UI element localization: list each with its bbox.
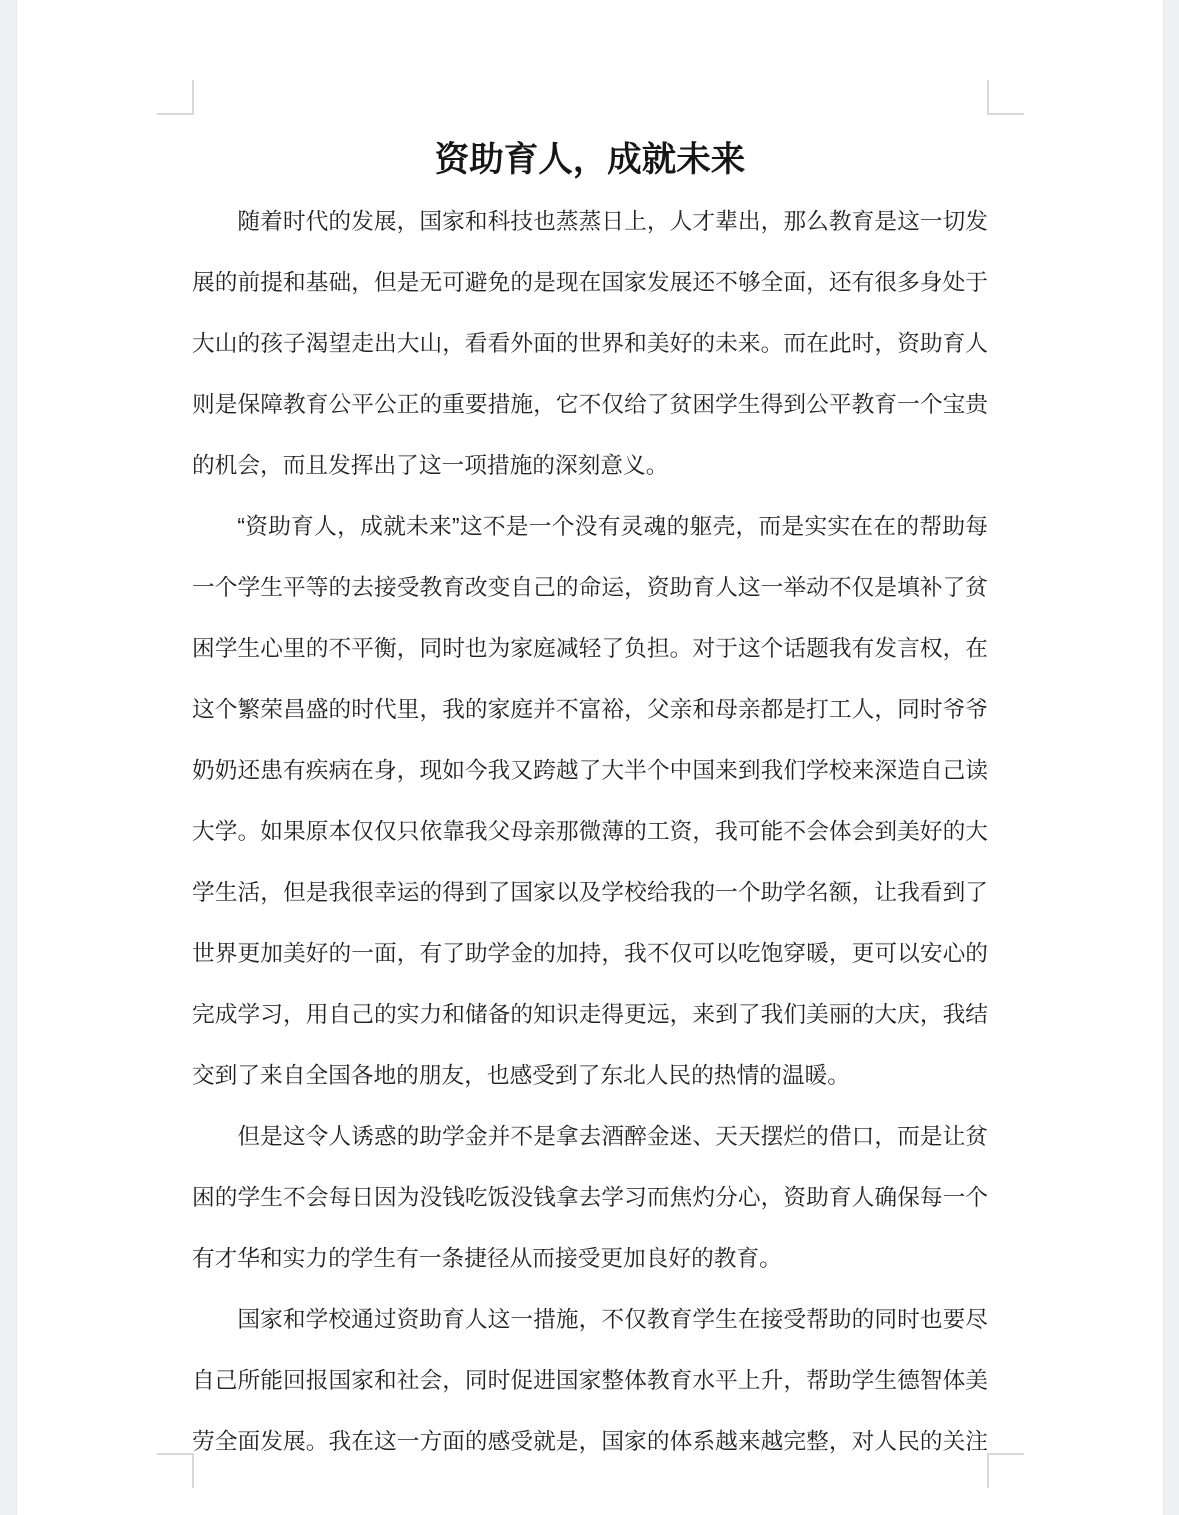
text-line: 随着时代的发展，国家和科技也蒸蒸日上，人才辈出，那么教育是这一切发: [237, 208, 988, 234]
text-line: 有才华和实力的学生有一条捷径从而接受更加良好的教育。: [192, 1245, 782, 1271]
text-line: “资助育人，成就未来”这不是一个没有灵魂的躯壳，而是实实在在的帮助每: [237, 513, 988, 539]
text-line: 自己所能回报国家和社会，同时促进国家整体教育水平上升，帮助学生德智体美: [192, 1367, 988, 1393]
text-line: 则是保障教育公平公正的重要措施，它不仅给了贫困学生得到公平教育一个宝贵: [192, 391, 988, 417]
margin-corner-mark-top-left: [157, 80, 194, 115]
text-line: 完成学习，用自己的实力和储备的知识走得更远，来到了我们美丽的大庆，我结: [192, 1001, 988, 1027]
document-title: 资助育人，成就未来: [434, 141, 746, 179]
margin-corner-mark-bottom-left: [157, 1453, 194, 1488]
text-line: 展的前提和基础，但是无可避免的是现在国家发展还不够全面，还有很多身处于: [192, 269, 988, 295]
text-line: 劳全面发展。我在这一方面的感受就是，国家的体系越来越完整，对人民的关注: [192, 1428, 988, 1454]
text-line: 国家和学校通过资助育人这一措施，不仅教育学生在接受帮助的同时也要尽: [237, 1306, 988, 1332]
text-line: 奶奶还患有疾病在身，现如今我又跨越了大半个中国来到我们学校来深造自己读: [192, 757, 988, 783]
text-line: 但是这令人诱惑的助学金并不是拿去酒醉金迷、天天摆烂的借口，而是让贫: [237, 1123, 988, 1149]
text-line: 的机会，而且发挥出了这一项措施的深刻意义。: [192, 452, 669, 478]
text-line: 世界更加美好的一面，有了助学金的加持，我不仅可以吃饱穿暖，更可以安心的: [192, 940, 988, 966]
margin-corner-mark-top-right: [987, 80, 1024, 115]
text-line: 大山的孩子渴望走出大山，看看外面的世界和美好的未来。而在此时，资助育人: [192, 330, 988, 356]
text-line: 交到了来自全国各地的朋友，也感受到了东北人民的热情的温暖。: [192, 1062, 850, 1088]
document-body: [192, 191, 988, 1472]
text-line: 困的学生不会每日因为没钱吃饭没钱拿去学习而焦灼分心，资助育人确保每一个: [192, 1184, 988, 1210]
text-line: 困学生心里的不平衡，同时也为家庭减轻了负担。对于这个话题我有发言权，在: [192, 635, 988, 661]
document-content: [192, 130, 988, 1472]
text-line: 这个繁荣昌盛的时代里，我的家庭并不富裕，父亲和母亲都是打工人，同时爷爷: [192, 696, 988, 722]
text-line: 一个学生平等的去接受教育改变自己的命运，资助育人这一举动不仅是填补了贫: [192, 574, 988, 600]
text-line: 学生活，但是我很幸运的得到了国家以及学校给我的一个助学名额，让我看到了: [192, 879, 988, 905]
text-line: 大学。如果原本仅仅只依靠我父母亲那微薄的工资，我可能不会体会到美好的大: [192, 818, 988, 844]
margin-corner-mark-bottom-right: [987, 1453, 1024, 1488]
